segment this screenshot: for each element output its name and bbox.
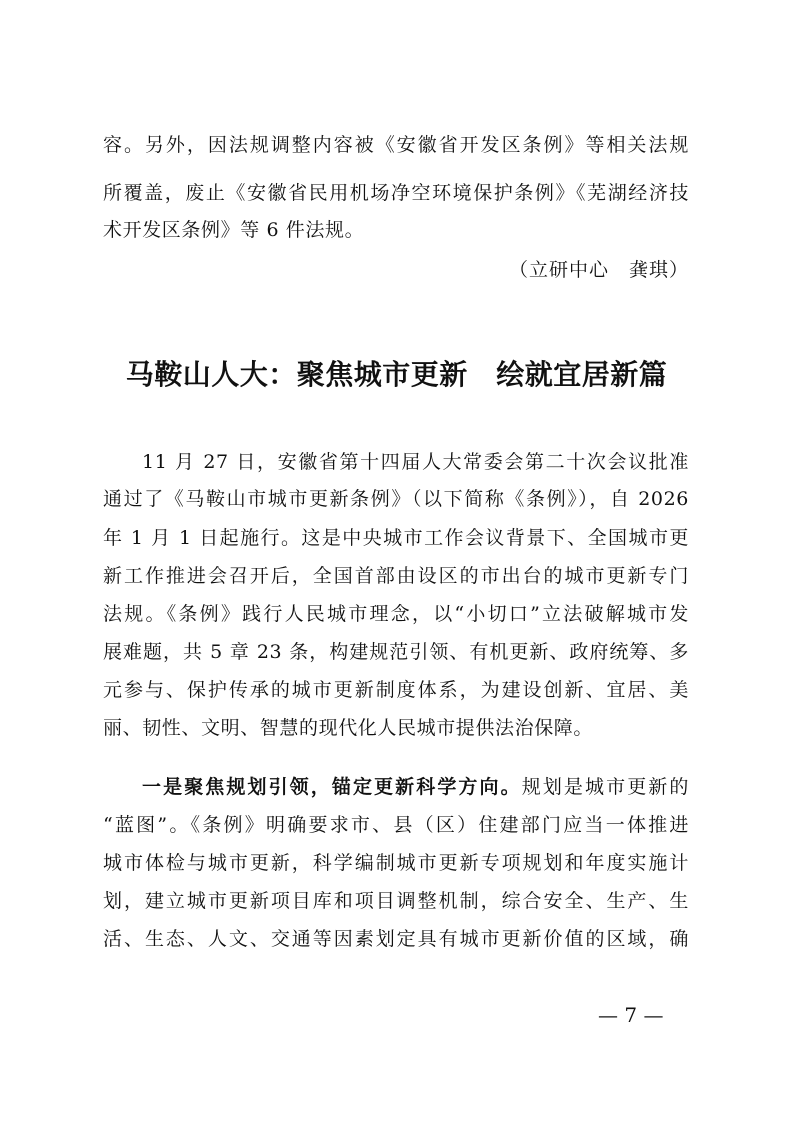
top-paragraph-line-3: 术开发区条例》等 6 件法规。	[103, 219, 365, 241]
paragraph1-line-4: 新工作推进会召开后，全国首部由设区的市出台的城市更新专门	[103, 565, 689, 587]
article-title: 马鞍山人大：聚焦城市更新 绘就宜居新篇	[125, 358, 668, 391]
paragraph1-line-8: 丽、韧性、文明、智慧的现代化人民城市提供法治保障。	[103, 717, 594, 739]
page-number: — 7 —	[598, 1003, 664, 1027]
paragraph2-line-2: “蓝图”。《条例》明确要求市、县（区）住建部门应当一体推进	[103, 814, 689, 836]
top-paragraph-line-1: 容。另外，因法规调整内容被《安徽省开发区条例》等相关法规	[103, 134, 689, 156]
paragraph2-line-4: 划，建立城市更新项目库和项目调整机制，综合安全、生产、生	[103, 890, 689, 912]
paragraph1-line-7: 元参与、保护传承的城市更新制度体系，为建设创新、宜居、美	[103, 679, 689, 701]
paragraph2-first-line-rest: 规划是城市更新的	[521, 776, 689, 798]
author-signature: （立研中心 龚琪）	[508, 259, 689, 281]
top-paragraph-line-2: 所覆盖，废止《安徽省民用机场净空环境保护条例》《芜湖经济技	[103, 182, 689, 204]
paragraph1-line-2: 通过了《马鞍山市城市更新条例》（以下简称《条例》），自 2026	[103, 488, 689, 510]
paragraph2-line-5: 活、生态、人文、交通等因素划定具有城市更新价值的区域，确	[103, 928, 689, 950]
paragraph1-line-6: 展难题，共 5 章 23 条，构建规范引领、有机更新、政府统筹、多	[103, 641, 689, 663]
paragraph2-line-1	[142, 775, 689, 799]
paragraph1-line-5: 法规。《条例》践行人民城市理念，以“小切口”立法破解城市发	[103, 603, 689, 625]
paragraph2-lead: 一是聚焦规划引领，锚定更新科学方向。	[142, 776, 522, 798]
paragraph1-line-3: 年 1 月 1 日起施行。这是中央城市工作会议背景下、全国城市更	[103, 527, 689, 549]
paragraph2-line-3: 城市体检与城市更新，科学编制城市更新专项规划和年度实施计	[103, 852, 689, 874]
paragraph1-line-1: 11 月 27 日，安徽省第十四届人大常委会第二十次会议批准	[142, 451, 689, 473]
